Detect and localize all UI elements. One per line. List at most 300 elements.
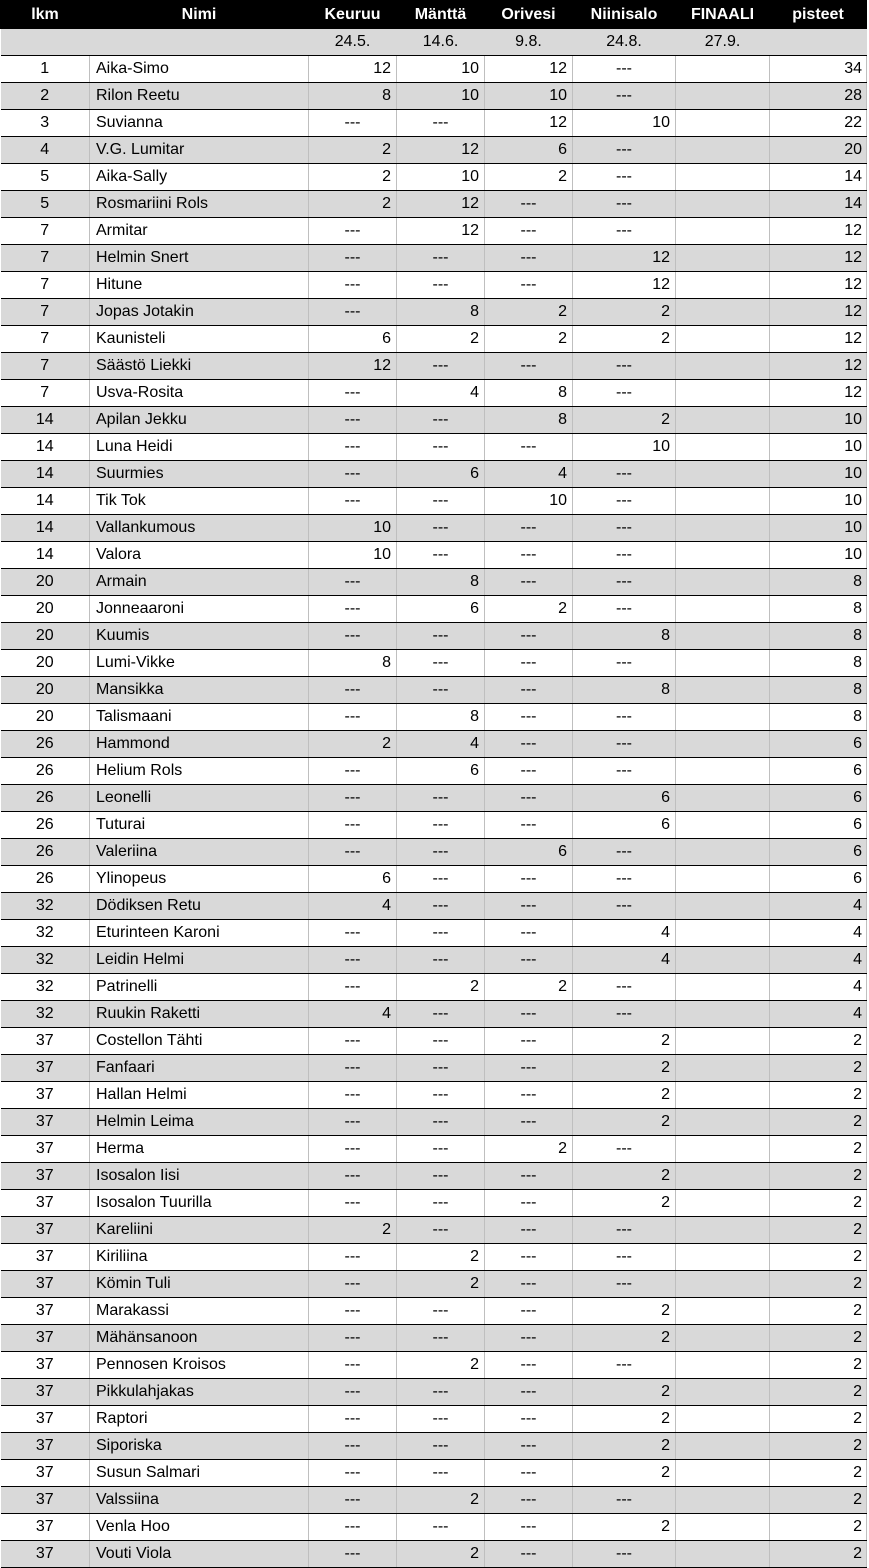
header-orivesi[interactable]: Orivesi (485, 1, 573, 29)
date-finaali[interactable]: 27.9. (676, 29, 770, 56)
cell-nimi[interactable]: Raptori (90, 1406, 309, 1433)
cell-lkm[interactable]: 37 (1, 1190, 90, 1217)
cell-orivesi[interactable]: --- (485, 1325, 573, 1352)
cell-keuruu[interactable]: --- (309, 272, 397, 299)
cell-pisteet[interactable]: 8 (770, 704, 867, 731)
cell-niinisalo[interactable]: 2 (573, 1298, 676, 1325)
cell-niinisalo[interactable]: --- (573, 893, 676, 920)
cell-nimi[interactable]: Säästö Liekki (90, 353, 309, 380)
cell-pisteet[interactable]: 2 (770, 1163, 867, 1190)
cell-nimi[interactable]: Valeriina (90, 839, 309, 866)
cell-lkm[interactable]: 26 (1, 731, 90, 758)
cell-keuruu[interactable]: --- (309, 488, 397, 515)
cell-nimi[interactable]: Fanfaari (90, 1055, 309, 1082)
cell-lkm[interactable]: 37 (1, 1217, 90, 1244)
cell-keuruu[interactable]: --- (309, 839, 397, 866)
cell-pisteet[interactable]: 2 (770, 1298, 867, 1325)
cell-keuruu[interactable]: --- (309, 299, 397, 326)
cell-niinisalo[interactable]: --- (573, 1136, 676, 1163)
cell-niinisalo[interactable]: 2 (573, 1379, 676, 1406)
cell-nimi[interactable]: Siporiska (90, 1433, 309, 1460)
cell-mantta[interactable]: --- (397, 110, 485, 137)
cell-orivesi[interactable]: 6 (485, 839, 573, 866)
cell-finaali[interactable] (676, 650, 770, 677)
cell-finaali[interactable] (676, 1514, 770, 1541)
cell-niinisalo[interactable]: --- (573, 137, 676, 164)
cell-orivesi[interactable]: --- (485, 677, 573, 704)
cell-mantta[interactable]: 10 (397, 164, 485, 191)
cell-orivesi[interactable]: --- (485, 218, 573, 245)
cell-lkm[interactable]: 1 (1, 56, 90, 83)
header-pisteet[interactable]: pisteet (770, 1, 867, 29)
cell-lkm[interactable]: 20 (1, 650, 90, 677)
cell-mantta[interactable]: 12 (397, 191, 485, 218)
cell-keuruu[interactable]: --- (309, 758, 397, 785)
cell-niinisalo[interactable]: 2 (573, 1028, 676, 1055)
cell-orivesi[interactable]: --- (485, 1055, 573, 1082)
cell-mantta[interactable]: 4 (397, 380, 485, 407)
cell-pisteet[interactable]: 2 (770, 1217, 867, 1244)
cell-orivesi[interactable]: --- (485, 785, 573, 812)
cell-finaali[interactable] (676, 623, 770, 650)
header-nimi[interactable]: Nimi (90, 1, 309, 29)
cell-keuruu[interactable]: --- (309, 110, 397, 137)
cell-niinisalo[interactable]: --- (573, 164, 676, 191)
cell-lkm[interactable]: 37 (1, 1082, 90, 1109)
cell-pisteet[interactable]: 10 (770, 488, 867, 515)
cell-nimi[interactable]: Apilan Jekku (90, 407, 309, 434)
cell-orivesi[interactable]: 10 (485, 83, 573, 110)
cell-orivesi[interactable]: --- (485, 893, 573, 920)
cell-pisteet[interactable]: 8 (770, 650, 867, 677)
cell-keuruu[interactable]: --- (309, 1163, 397, 1190)
cell-nimi[interactable]: Leonelli (90, 785, 309, 812)
cell-finaali[interactable] (676, 1136, 770, 1163)
cell-keuruu[interactable]: 2 (309, 164, 397, 191)
cell-pisteet[interactable]: 2 (770, 1136, 867, 1163)
cell-nimi[interactable]: Pennosen Kroisos (90, 1352, 309, 1379)
cell-finaali[interactable] (676, 407, 770, 434)
cell-nimi[interactable]: Rosmariini Rols (90, 191, 309, 218)
cell-mantta[interactable]: 2 (397, 1352, 485, 1379)
date-cell-nimi[interactable] (90, 29, 309, 56)
cell-nimi[interactable]: Isosalon Tuurilla (90, 1190, 309, 1217)
cell-mantta[interactable]: --- (397, 839, 485, 866)
cell-keuruu[interactable]: --- (309, 1541, 397, 1568)
cell-lkm[interactable]: 37 (1, 1136, 90, 1163)
cell-keuruu[interactable]: --- (309, 461, 397, 488)
cell-niinisalo[interactable]: 8 (573, 677, 676, 704)
cell-niinisalo[interactable]: 6 (573, 812, 676, 839)
cell-lkm[interactable]: 7 (1, 272, 90, 299)
cell-mantta[interactable]: --- (397, 866, 485, 893)
cell-niinisalo[interactable]: --- (573, 353, 676, 380)
cell-mantta[interactable]: --- (397, 623, 485, 650)
cell-niinisalo[interactable]: --- (573, 839, 676, 866)
cell-keuruu[interactable]: --- (309, 1055, 397, 1082)
cell-keuruu[interactable]: 12 (309, 353, 397, 380)
cell-pisteet[interactable]: 4 (770, 920, 867, 947)
cell-mantta[interactable]: --- (397, 515, 485, 542)
cell-nimi[interactable]: Tuturai (90, 812, 309, 839)
cell-mantta[interactable]: --- (397, 1082, 485, 1109)
cell-finaali[interactable] (676, 1433, 770, 1460)
cell-pisteet[interactable]: 2 (770, 1541, 867, 1568)
cell-finaali[interactable] (676, 893, 770, 920)
cell-pisteet[interactable]: 10 (770, 407, 867, 434)
cell-keuruu[interactable]: 4 (309, 893, 397, 920)
cell-keuruu[interactable]: --- (309, 1109, 397, 1136)
cell-mantta[interactable]: --- (397, 947, 485, 974)
cell-lkm[interactable]: 37 (1, 1271, 90, 1298)
cell-orivesi[interactable]: 2 (485, 596, 573, 623)
cell-orivesi[interactable]: --- (485, 1190, 573, 1217)
cell-keuruu[interactable]: --- (309, 1379, 397, 1406)
cell-niinisalo[interactable]: 2 (573, 1433, 676, 1460)
cell-mantta[interactable]: 2 (397, 1541, 485, 1568)
cell-nimi[interactable]: Susun Salmari (90, 1460, 309, 1487)
cell-keuruu[interactable]: --- (309, 947, 397, 974)
cell-niinisalo[interactable]: 2 (573, 1163, 676, 1190)
cell-mantta[interactable]: --- (397, 1190, 485, 1217)
date-niinisalo[interactable]: 24.8. (573, 29, 676, 56)
cell-orivesi[interactable]: --- (485, 1163, 573, 1190)
cell-lkm[interactable]: 14 (1, 407, 90, 434)
cell-finaali[interactable] (676, 461, 770, 488)
cell-mantta[interactable]: --- (397, 1298, 485, 1325)
cell-orivesi[interactable]: 12 (485, 56, 573, 83)
cell-pisteet[interactable]: 6 (770, 812, 867, 839)
cell-finaali[interactable] (676, 1352, 770, 1379)
cell-keuruu[interactable]: 6 (309, 326, 397, 353)
cell-finaali[interactable] (676, 1460, 770, 1487)
cell-niinisalo[interactable]: 2 (573, 1109, 676, 1136)
cell-niinisalo[interactable]: 2 (573, 1514, 676, 1541)
cell-niinisalo[interactable]: --- (573, 542, 676, 569)
cell-orivesi[interactable]: --- (485, 812, 573, 839)
cell-finaali[interactable] (676, 299, 770, 326)
cell-orivesi[interactable]: --- (485, 569, 573, 596)
cell-lkm[interactable]: 20 (1, 569, 90, 596)
cell-orivesi[interactable]: --- (485, 1487, 573, 1514)
cell-orivesi[interactable]: --- (485, 1082, 573, 1109)
cell-nimi[interactable]: Helmin Leima (90, 1109, 309, 1136)
cell-orivesi[interactable]: --- (485, 1541, 573, 1568)
date-cell-lkm[interactable] (1, 29, 90, 56)
cell-niinisalo[interactable]: --- (573, 596, 676, 623)
cell-nimi[interactable]: Valssiina (90, 1487, 309, 1514)
cell-keuruu[interactable]: --- (309, 1298, 397, 1325)
cell-nimi[interactable]: Ruukin Raketti (90, 1001, 309, 1028)
cell-lkm[interactable]: 37 (1, 1163, 90, 1190)
cell-lkm[interactable]: 32 (1, 974, 90, 1001)
cell-keuruu[interactable]: --- (309, 1136, 397, 1163)
cell-keuruu[interactable]: 8 (309, 83, 397, 110)
header-finaali[interactable]: FINAALI (676, 1, 770, 29)
cell-lkm[interactable]: 37 (1, 1379, 90, 1406)
cell-nimi[interactable]: Kuumis (90, 623, 309, 650)
cell-lkm[interactable]: 32 (1, 920, 90, 947)
cell-lkm[interactable]: 14 (1, 488, 90, 515)
cell-keuruu[interactable]: --- (309, 1325, 397, 1352)
cell-pisteet[interactable]: 2 (770, 1055, 867, 1082)
cell-niinisalo[interactable]: --- (573, 569, 676, 596)
cell-finaali[interactable] (676, 785, 770, 812)
cell-mantta[interactable]: --- (397, 1460, 485, 1487)
cell-nimi[interactable]: Leidin Helmi (90, 947, 309, 974)
date-orivesi[interactable]: 9.8. (485, 29, 573, 56)
cell-keuruu[interactable]: --- (309, 245, 397, 272)
cell-niinisalo[interactable]: --- (573, 515, 676, 542)
cell-finaali[interactable] (676, 245, 770, 272)
cell-pisteet[interactable]: 22 (770, 110, 867, 137)
cell-orivesi[interactable]: 4 (485, 461, 573, 488)
cell-nimi[interactable]: Mähänsanoon (90, 1325, 309, 1352)
cell-nimi[interactable]: Vouti Viola (90, 1541, 309, 1568)
cell-finaali[interactable] (676, 353, 770, 380)
cell-finaali[interactable] (676, 542, 770, 569)
cell-mantta[interactable]: 6 (397, 758, 485, 785)
cell-finaali[interactable] (676, 1190, 770, 1217)
cell-pisteet[interactable]: 6 (770, 866, 867, 893)
cell-finaali[interactable] (676, 1325, 770, 1352)
cell-lkm[interactable]: 14 (1, 461, 90, 488)
cell-keuruu[interactable]: --- (309, 623, 397, 650)
cell-nimi[interactable]: Hitune (90, 272, 309, 299)
cell-mantta[interactable]: --- (397, 1433, 485, 1460)
cell-pisteet[interactable]: 14 (770, 164, 867, 191)
cell-mantta[interactable]: 8 (397, 704, 485, 731)
cell-orivesi[interactable]: --- (485, 1460, 573, 1487)
cell-finaali[interactable] (676, 164, 770, 191)
cell-niinisalo[interactable]: --- (573, 866, 676, 893)
cell-finaali[interactable] (676, 569, 770, 596)
cell-mantta[interactable]: --- (397, 1406, 485, 1433)
cell-lkm[interactable]: 26 (1, 785, 90, 812)
cell-lkm[interactable]: 37 (1, 1352, 90, 1379)
cell-orivesi[interactable]: 2 (485, 974, 573, 1001)
cell-finaali[interactable] (676, 947, 770, 974)
cell-lkm[interactable]: 5 (1, 191, 90, 218)
cell-pisteet[interactable]: 28 (770, 83, 867, 110)
cell-keuruu[interactable]: 2 (309, 137, 397, 164)
cell-keuruu[interactable]: --- (309, 218, 397, 245)
cell-pisteet[interactable]: 4 (770, 893, 867, 920)
cell-lkm[interactable]: 20 (1, 596, 90, 623)
cell-nimi[interactable]: Vallankumous (90, 515, 309, 542)
cell-niinisalo[interactable]: 2 (573, 299, 676, 326)
cell-orivesi[interactable]: --- (485, 1001, 573, 1028)
cell-orivesi[interactable]: 2 (485, 164, 573, 191)
cell-niinisalo[interactable]: --- (573, 704, 676, 731)
cell-orivesi[interactable]: --- (485, 704, 573, 731)
cell-finaali[interactable] (676, 839, 770, 866)
cell-niinisalo[interactable]: --- (573, 758, 676, 785)
cell-niinisalo[interactable]: --- (573, 1271, 676, 1298)
cell-pisteet[interactable]: 2 (770, 1244, 867, 1271)
cell-pisteet[interactable]: 2 (770, 1379, 867, 1406)
cell-lkm[interactable]: 7 (1, 218, 90, 245)
cell-keuruu[interactable]: --- (309, 1028, 397, 1055)
cell-mantta[interactable]: --- (397, 1514, 485, 1541)
cell-niinisalo[interactable]: 2 (573, 326, 676, 353)
cell-keuruu[interactable]: 12 (309, 56, 397, 83)
cell-pisteet[interactable]: 34 (770, 56, 867, 83)
cell-lkm[interactable]: 37 (1, 1514, 90, 1541)
cell-finaali[interactable] (676, 1244, 770, 1271)
cell-orivesi[interactable]: --- (485, 947, 573, 974)
cell-lkm[interactable]: 2 (1, 83, 90, 110)
cell-mantta[interactable]: 10 (397, 56, 485, 83)
cell-nimi[interactable]: Hallan Helmi (90, 1082, 309, 1109)
cell-finaali[interactable] (676, 812, 770, 839)
cell-nimi[interactable]: Kiriliina (90, 1244, 309, 1271)
cell-niinisalo[interactable]: --- (573, 83, 676, 110)
cell-pisteet[interactable]: 12 (770, 299, 867, 326)
cell-orivesi[interactable]: --- (485, 1379, 573, 1406)
cell-nimi[interactable]: Valora (90, 542, 309, 569)
cell-finaali[interactable] (676, 1109, 770, 1136)
cell-keuruu[interactable]: --- (309, 434, 397, 461)
cell-finaali[interactable] (676, 920, 770, 947)
cell-pisteet[interactable]: 6 (770, 785, 867, 812)
cell-pisteet[interactable]: 12 (770, 218, 867, 245)
cell-orivesi[interactable]: --- (485, 1244, 573, 1271)
cell-keuruu[interactable]: 10 (309, 542, 397, 569)
cell-pisteet[interactable]: 2 (770, 1352, 867, 1379)
cell-finaali[interactable] (676, 1163, 770, 1190)
cell-keuruu[interactable]: 2 (309, 731, 397, 758)
cell-finaali[interactable] (676, 434, 770, 461)
cell-nimi[interactable]: Armitar (90, 218, 309, 245)
cell-pisteet[interactable]: 8 (770, 569, 867, 596)
cell-nimi[interactable]: Armain (90, 569, 309, 596)
cell-keuruu[interactable]: --- (309, 677, 397, 704)
cell-finaali[interactable] (676, 1082, 770, 1109)
cell-finaali[interactable] (676, 1379, 770, 1406)
cell-keuruu[interactable]: --- (309, 380, 397, 407)
cell-niinisalo[interactable]: --- (573, 1244, 676, 1271)
cell-orivesi[interactable]: --- (485, 272, 573, 299)
cell-keuruu[interactable]: --- (309, 1460, 397, 1487)
cell-finaali[interactable] (676, 1001, 770, 1028)
cell-mantta[interactable]: 12 (397, 218, 485, 245)
cell-lkm[interactable]: 32 (1, 947, 90, 974)
cell-nimi[interactable]: Eturinteen Karoni (90, 920, 309, 947)
cell-mantta[interactable]: --- (397, 245, 485, 272)
cell-orivesi[interactable]: --- (485, 191, 573, 218)
cell-lkm[interactable]: 5 (1, 164, 90, 191)
cell-niinisalo[interactable]: 2 (573, 1082, 676, 1109)
cell-nimi[interactable]: Costellon Tähti (90, 1028, 309, 1055)
cell-nimi[interactable]: Dödiksen Retu (90, 893, 309, 920)
header-lkm[interactable]: lkm (1, 1, 90, 29)
cell-finaali[interactable] (676, 1271, 770, 1298)
cell-lkm[interactable]: 26 (1, 839, 90, 866)
cell-niinisalo[interactable]: --- (573, 650, 676, 677)
cell-pisteet[interactable]: 10 (770, 515, 867, 542)
cell-mantta[interactable]: 8 (397, 569, 485, 596)
cell-finaali[interactable] (676, 326, 770, 353)
cell-nimi[interactable]: V.G. Lumitar (90, 137, 309, 164)
cell-pisteet[interactable]: 10 (770, 461, 867, 488)
cell-niinisalo[interactable]: --- (573, 218, 676, 245)
cell-pisteet[interactable]: 2 (770, 1433, 867, 1460)
cell-niinisalo[interactable]: 2 (573, 1055, 676, 1082)
cell-niinisalo[interactable]: --- (573, 974, 676, 1001)
cell-orivesi[interactable]: 8 (485, 380, 573, 407)
cell-lkm[interactable]: 37 (1, 1109, 90, 1136)
cell-mantta[interactable]: --- (397, 542, 485, 569)
cell-finaali[interactable] (676, 1298, 770, 1325)
cell-orivesi[interactable]: 8 (485, 407, 573, 434)
cell-orivesi[interactable]: --- (485, 731, 573, 758)
cell-keuruu[interactable]: --- (309, 1487, 397, 1514)
cell-mantta[interactable]: 2 (397, 326, 485, 353)
cell-lkm[interactable]: 37 (1, 1541, 90, 1568)
cell-lkm[interactable]: 20 (1, 677, 90, 704)
cell-mantta[interactable]: --- (397, 1325, 485, 1352)
cell-niinisalo[interactable]: --- (573, 1352, 676, 1379)
cell-niinisalo[interactable]: --- (573, 1541, 676, 1568)
cell-finaali[interactable] (676, 515, 770, 542)
cell-keuruu[interactable]: --- (309, 1433, 397, 1460)
cell-mantta[interactable]: 4 (397, 731, 485, 758)
cell-finaali[interactable] (676, 1217, 770, 1244)
cell-mantta[interactable]: 2 (397, 1244, 485, 1271)
cell-niinisalo[interactable]: --- (573, 461, 676, 488)
cell-mantta[interactable]: --- (397, 434, 485, 461)
cell-orivesi[interactable]: 12 (485, 110, 573, 137)
cell-keuruu[interactable]: --- (309, 812, 397, 839)
cell-lkm[interactable]: 7 (1, 326, 90, 353)
cell-pisteet[interactable]: 2 (770, 1190, 867, 1217)
cell-finaali[interactable] (676, 758, 770, 785)
cell-mantta[interactable]: --- (397, 407, 485, 434)
cell-lkm[interactable]: 14 (1, 542, 90, 569)
cell-mantta[interactable]: --- (397, 1028, 485, 1055)
cell-orivesi[interactable]: --- (485, 1109, 573, 1136)
cell-mantta[interactable]: --- (397, 353, 485, 380)
cell-mantta[interactable]: --- (397, 1001, 485, 1028)
cell-mantta[interactable]: --- (397, 785, 485, 812)
cell-pisteet[interactable]: 12 (770, 353, 867, 380)
cell-pisteet[interactable]: 12 (770, 272, 867, 299)
cell-nimi[interactable]: Luna Heidi (90, 434, 309, 461)
cell-orivesi[interactable]: --- (485, 515, 573, 542)
cell-keuruu[interactable]: --- (309, 569, 397, 596)
cell-mantta[interactable]: --- (397, 677, 485, 704)
cell-keuruu[interactable]: 2 (309, 1217, 397, 1244)
cell-finaali[interactable] (676, 1487, 770, 1514)
cell-finaali[interactable] (676, 218, 770, 245)
cell-keuruu[interactable]: --- (309, 704, 397, 731)
cell-nimi[interactable]: Herma (90, 1136, 309, 1163)
cell-pisteet[interactable]: 2 (770, 1082, 867, 1109)
cell-orivesi[interactable]: --- (485, 1217, 573, 1244)
cell-nimi[interactable]: Pikkulahjakas (90, 1379, 309, 1406)
cell-niinisalo[interactable]: --- (573, 488, 676, 515)
cell-lkm[interactable]: 20 (1, 704, 90, 731)
cell-pisteet[interactable]: 8 (770, 596, 867, 623)
cell-lkm[interactable]: 32 (1, 893, 90, 920)
cell-niinisalo[interactable]: --- (573, 1487, 676, 1514)
cell-nimi[interactable]: Usva-Rosita (90, 380, 309, 407)
cell-lkm[interactable]: 37 (1, 1244, 90, 1271)
cell-mantta[interactable]: --- (397, 1136, 485, 1163)
cell-keuruu[interactable]: --- (309, 1514, 397, 1541)
cell-mantta[interactable]: --- (397, 272, 485, 299)
